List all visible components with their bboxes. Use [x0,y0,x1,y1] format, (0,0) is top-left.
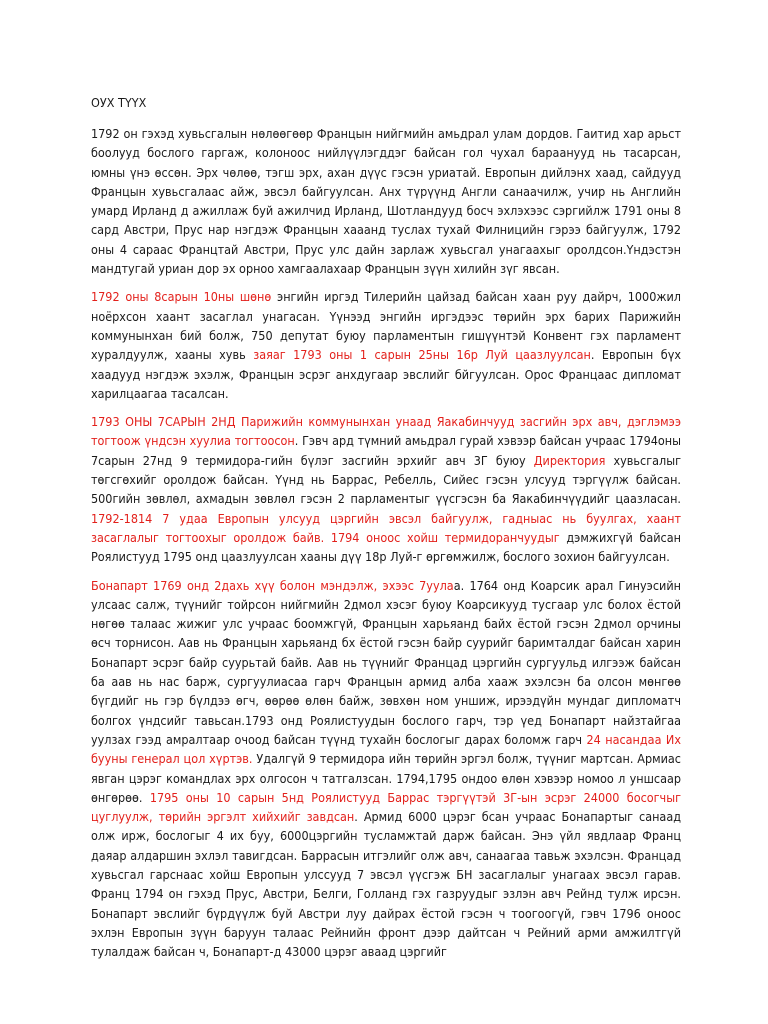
highlighted-text: 1795 оны 10 сарын 5нд Роялистууд Баррас тэргүүтэй 3Г-ын эсрэг 24000 босогчыг цуглуулж, төрийн эргэлт хийхийг завдсан [91,789,681,825]
text-run: . Гэвч ард түмний амьдрал гурай хэвээр байсан учраас 1794оны 7сарын 27нд 9 термидора-гийн бүлэг засгийн эрхийг авч 3Г буюу [91,433,682,468]
text-run: Удалгүй 9 термидора ийн төрийн эргэл болж, түүниг мартсан. Армиас явган цэрэг командлах эрх олгосон ч татгалзсан. 1794,1795 ондоо өлөн хэвээр номоо л уншсаар өнгөрөө. [91,751,681,805]
text-run: энгийн иргэд Тилерийн цайзад байсан хаан руу дайрч, 1000жил ноёрхсон хаант засаглал унагасан. Үүнээд энгийн иргэдээс төрийн эрх барих Парижийн коммунынхан бий болж, 750 депутат буюу парламентын гишүүнтэй Конвент гэх парламент хуралдуулж, хааны хувь [91,289,681,363]
document-body [91,124,681,961]
document-title: ОУХ ТҮҮХ [91,95,147,110]
text-run: 1792 он гэхэд хувьсгалын нөлөөгөөр Францын нийгмийн амьдрал улам дордов. Гаитид хар арьст боолууд бослого гаргаж, колоноос нийлүүлэгддэг байсан гол чухал бараанууд нь тасарсан, юмны үнэ өссөн. Эрх чөлөө, тэгш эрх, ахан дүүс гэсэн уриатай. Европын дийлэнх хаад, сайдууд Францын хувьсгалаас айж, эвсэл байгуулсан. Анх түрүүнд Англи санаачилж, учир нь Английн умард Ирланд д ажиллаж буй ажилчид Ирланд, Шотландууд босч эхлэхээс сэргийлж 1791 оны 8 сард Австри, Прус нар нэгдэж Францын хааанд туслах тухай Филницийн гэрээ байгуулж, 1792 оны 4 сараас Францтай Австри, Прус улс дайн зарлаж хувьсгал унагаахыг оролдсон.Үндэстэн мандтугай уриан дор эх орноо хамгаалахаар Францын зүүн хилийн зүг явсан. [91,126,681,277]
highlighted-text: Бонапарт 1769 онд 2дахь хүү болон мэндэлж, эхээс 7уула [91,577,454,593]
highlighted-text: 1792-1814 7 удаа Европын улсууд цэргийн эвсэл байгуулж, гадныас нь буулгах, хаант засаглалыг тогтоохыг оролдож байв. 1794 оноос хойш термидоранчуудыг [91,510,681,545]
text-run: хувьсгалыг төгсгөхийг оролдож байсан. Үүнд нь Баррас, Ребелль, Сийес гэсэн улсууд тэргүүлж байсан. 500гийн зөвлөл, ахмадын зөвлөл гэсэн 2 парламентыг үүсгэсэн ба Яакабинчүүдийг цаазласан. [91,452,682,507]
paragraph [91,287,681,403]
text-run: а. 1764 онд Коарсик арал Гинуэсийн улсаас салж, түүнийг тойрсон нийгмийн 2дмол хэсэг буюу Коарсикууд тусгаар улс болох ёстой нөгөө талаас жижиг улс учраас боомжгүй, Францын харьяанд байх ёстой гэсэн 2дмол орчины өсч торнисон. Аав нь Францын харьяанд бх ёстой гэсэн байр суурийг баримталдаг байсан харин Бонапарт эсрэг байр суурьтай байв. Аав нь түүнийг Францад цэргийн сургуульд илгээж байсан ба аав нь нас барж, сургуулиасаа гарч Францын армид алба хааж эхэлсэн ба олсон мөнгөө бүгдийг нь гэр бүлдээ өгч, өөрөө өлөн байж, зөвхөн ном уншиж, ирээдүйн мундаг дипломатч болгох үндсийг тавьсан.1793 онд Роялистуудын бослого гарч, тэр үед Бонапарт найзтайгаа уулзах гээд амралтаар очоод байсан түүнд тухайн бослогыг дарах боломж гарч [91,577,681,747]
paragraph [91,124,681,278]
paragraph [91,412,681,566]
highlighted-text: Директория [533,452,606,468]
highlighted-text: заяаг 1793 оны 1 сарын 25ны 16р Луй цаазлуулсан [253,347,591,363]
highlighted-text: 24 насандаа Их бууны генерал цол хүртэв. [91,731,681,767]
highlighted-text: 1792 оны 8сарын 10ны шөнө [91,289,272,305]
highlighted-text: 1793 ОНЫ 7САРЫН 2НД Парижийн коммунынхан унаад Яакабинчууд засгийн эрх авч, дэглэмээ тогтоож үндсэн хуулиа тогтоосон [91,414,681,449]
text-run: . Европын бүх хаадууд нэгдэж эхэлж, Францын эсрэг анхдугаар эвслийг бйгуулсан. Орос Францаас дипломат харилцаагаа тасалсан. [91,347,681,401]
text-run: . Армид 6000 цэрэг бсан учраас Бонапартыг санаад олж ирж, бослогыг 4 их буу, 6000цэргийн тусламжтай дарж байсан. Энэ үйл явдлаар Франц даяар алдаршин эхлэл тавигдсан. Баррасын итгэлийг олж авч, санаагаа тавьж эхэлсэн. Францад хувьсгал гарснаас хойш Европын улссууд 7 эвсэл үүсгэж БН засаглалыг унагаах эвсэл гарав. Франц 1794 он гэхэд Прус, Австри, Белги, Голланд гэх газруудыг эзлэн авч Рейнд тулж ирсэн. Бонапарт эвслийг бүрдүүлж буй Австри луу дайрах ёстой гэсэн ч тоогоогүй, гэвч 1796 оноос эхлэн Европын зүүн баруун талаас Рейнийн фронт дээр дайтсан ч Рейний арми амжилтгүй тулалдаж байсан ч, Бонапарт-д 43000 цэрэг аваад цэргийг [91,809,681,960]
text-run: дэмжихгүй байсан Роялистууд 1795 онд цаазлуулсан хааны дүү 18р Луй-г өргөмжилж, бослого зохион байгуулсан. [91,529,681,565]
paragraph [91,576,681,962]
